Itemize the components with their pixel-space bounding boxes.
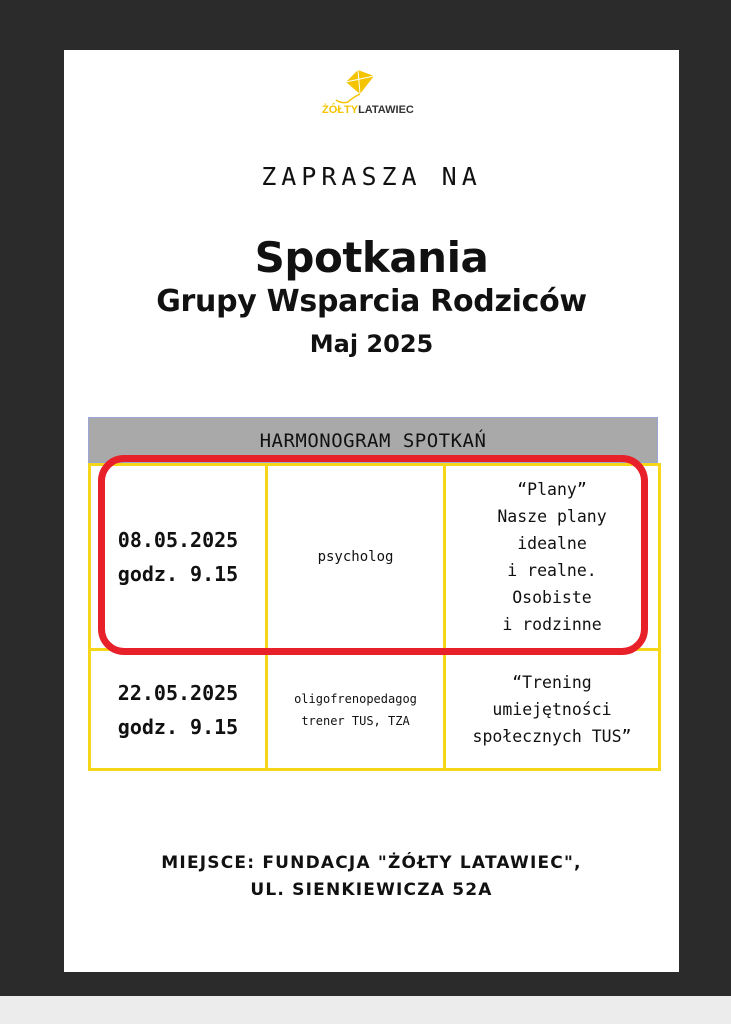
bottom-strip [0,996,731,1024]
date-text: 08.05.2025 [117,528,239,552]
role-text: trener TUS, TZA [301,713,410,728]
role-text: oligofrenopedagog [294,691,417,706]
topic-line: Osobiste [512,588,592,607]
time-text: godz. 9.15 [117,714,239,739]
table-row [90,650,660,770]
kite-icon [334,68,378,104]
schedule-header: HARMONOGRAM SPOTKAŃ [88,417,658,463]
topic-line: umiejętności [492,700,612,719]
logo-text [322,104,422,122]
topic-line: “Trening [512,673,592,692]
topic-line: i realne. [507,561,597,580]
role-text: psycholog [317,549,394,565]
logo [322,68,422,124]
table-row [90,465,660,650]
time-text: godz. 9.15 [117,562,239,586]
location-line: UL. SIENKIEWICZA 52A [250,880,493,900]
poster-page [64,50,679,972]
invite-heading: ZAPRASZA NA [261,162,482,191]
location-line: MIEJSCE: FUNDACJA "ŻÓŁTY LATAWIEC", [161,853,582,873]
topic-line: Nasze plany [497,507,607,526]
role-cell [267,650,445,770]
logo-word-zolty: ŻÓŁTY [322,104,359,116]
poster-subtitle: Grupy Wsparcia Rodziców [156,284,587,319]
topic-line: idealne [517,534,587,553]
topic-line: “Plany” [517,480,587,499]
date-cell [90,465,267,650]
month-label: Maj 2025 [309,330,434,358]
logo-word-latawiec: LATAWIEC [358,104,414,116]
role-cell [267,465,445,650]
location-text [64,850,679,904]
poster-title: Spotkania [254,233,489,282]
topic-cell [445,650,660,770]
date-cell [90,650,267,770]
date-text: 22.05.2025 [117,680,239,705]
topic-line: i rodzinne [502,615,602,634]
topic-line: społecznych TUS” [472,727,632,746]
topic-cell [445,465,660,650]
schedule-table [88,463,661,771]
